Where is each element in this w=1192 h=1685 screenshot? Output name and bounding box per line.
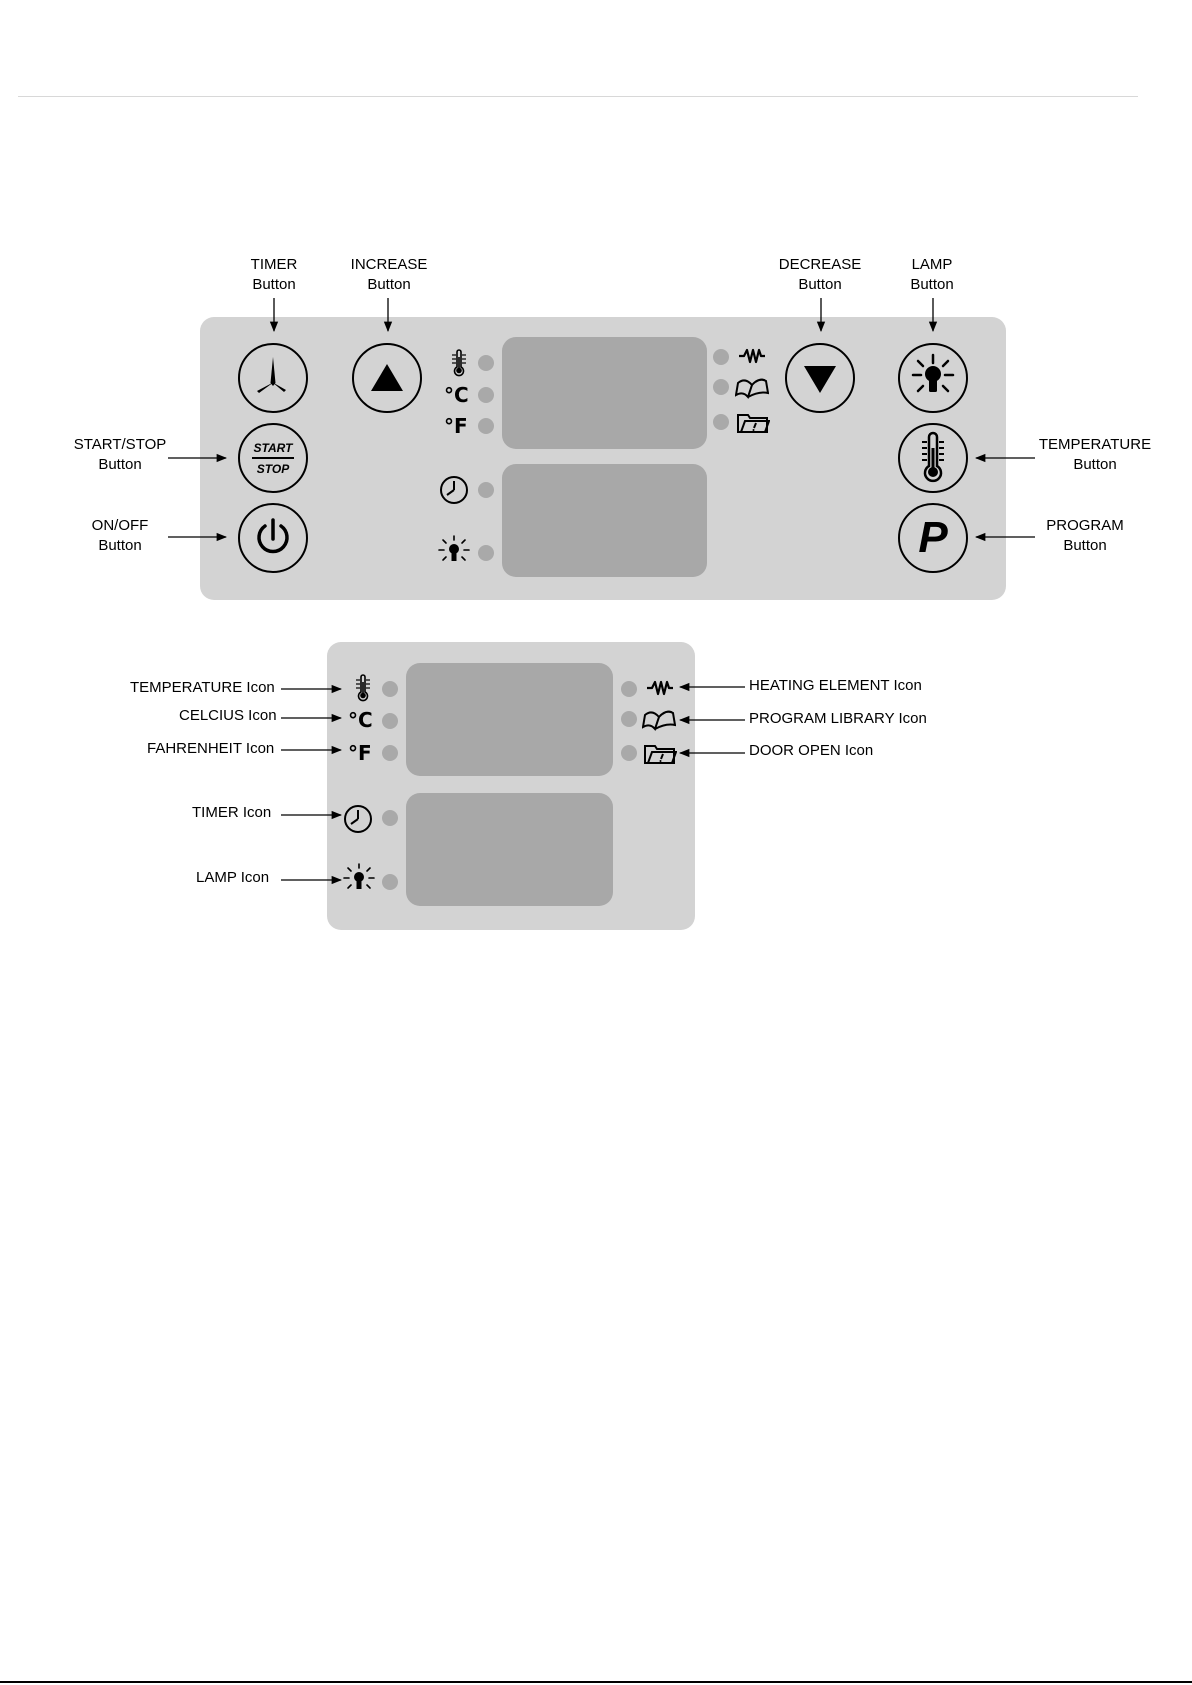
heating-element-icon-callout: HEATING ELEMENT Icon: [749, 677, 922, 694]
fahrenheit-icon: °F: [348, 741, 372, 765]
fahrenheit-icon: °F: [444, 414, 468, 438]
program-button-callout: PROGRAM Button: [1046, 517, 1124, 554]
program-library-icon-callout: PROGRAM LIBRARY Icon: [749, 710, 927, 727]
increase-button-callout: INCREASE Button: [350, 256, 428, 293]
stop-label: STOP: [256, 462, 290, 476]
lamp-icon-callout: LAMP Icon: [196, 869, 270, 886]
start-label: START: [253, 441, 293, 455]
timer-button-callout: TIMER Button: [250, 256, 298, 293]
on-off-button-callout: ON/OFF Button: [91, 517, 149, 554]
temperature-icon-callout: TEMPERATURE Icon: [130, 679, 275, 696]
celsius-icon: °C: [444, 383, 469, 407]
celsius-icon: °C: [348, 708, 373, 732]
fahrenheit-icon-callout: FAHRENHEIT Icon: [147, 740, 275, 757]
start-stop-button-callout: START/STOP Button: [73, 436, 167, 473]
timer-icon-callout: TIMER Icon: [192, 804, 272, 821]
temperature-button-callout: TEMPERATURE Button: [1038, 436, 1152, 473]
bottom-rule: [0, 1681, 1192, 1683]
decrease-button-callout: DECREASE Button: [778, 256, 862, 293]
door-open-icon-callout: DOOR OPEN Icon: [749, 742, 874, 759]
celsius-icon-callout: CELCIUS Icon: [179, 707, 277, 724]
lamp-button-callout: LAMP Button: [910, 256, 954, 293]
program-letter: P: [918, 513, 948, 562]
